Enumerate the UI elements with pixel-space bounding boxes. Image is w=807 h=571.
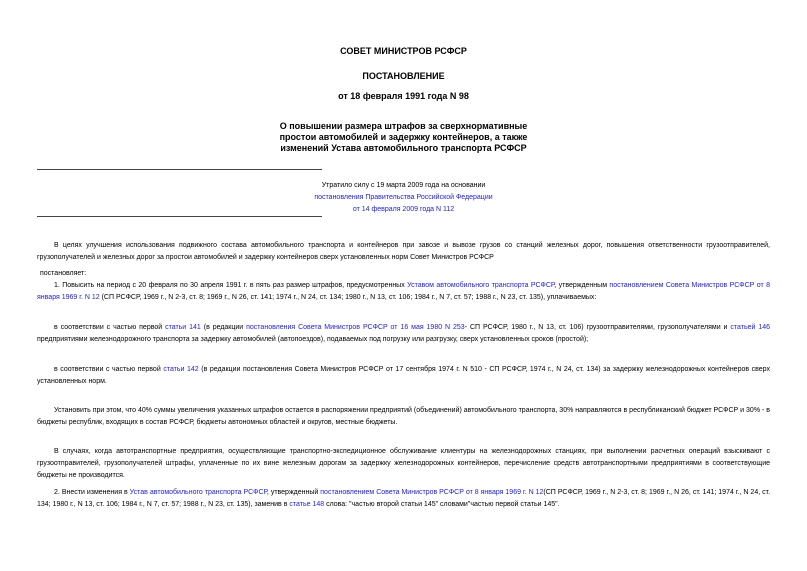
resolves-line: постановляет: <box>40 270 87 277</box>
paragraph-1: 1. Повысить на период с 20 февраля по 30 апреля 1991 г. в пять раз размер штрафов, предусмотренных Уставом автомобильного транспорта РСФСР, утвержденным постановлением Совета Министров РСФСР от 8 января 1969 г. N 12 (СП РСФСР, 1969 г., N 2-3, ст. 8; 1969 г., N 26, ст. 141; 1974 г., N 24, ст. 134; 1980 г., N 13, ст. 106; 1984 г., N 7, ст. 57; 1988 г., N 23, ст. 135), уплачиваемых: <box>37 282 770 301</box>
document-title-line: простои автомобилей и задержку контейнеров, а также <box>279 132 528 142</box>
document-title <box>0 121 807 154</box>
link-article-142[interactable]: статьи 142 <box>163 366 199 373</box>
divider-top <box>37 169 322 170</box>
link-transport-charter-2[interactable]: Устав автомобильного транспорта РСФСР <box>129 489 267 496</box>
document-title-line: О повышении размера штрафов за сверхнормативные <box>279 121 528 131</box>
link-transport-charter[interactable]: Уставом автомобильного транспорта РСФСР <box>407 282 555 289</box>
paragraph-6: 2. Внести изменения в Устав автомобильного транспорта РСФСР, утвержденный постановлением Совета Министров РСФСР от 8 января 1969 г. N 12(СП РСФСР, 1969 г., N 2-3, ст. 8; 1969 г., N 26, ст. 141; 1974 г., N 24, ст. 134; 1980 г., N 13, ст. 106; 1984 г., N 7, ст. 57; 1988 г., N 23, ст. 135), заменив в статье 148 слова: "частью второй статьи 145" словами"частью первой статьи 145". <box>37 489 771 508</box>
link-article-146[interactable]: статьей 146 <box>730 324 770 331</box>
status-note <box>0 180 807 216</box>
paragraph-5: В случаях, когда автотранспортные предприятия, осуществляющие транспортно-экспедиционное обслуживание клиентуры на железнодорожных станциях, при выполнении расчетных операций взыскивают с грузоотправителей, грузополучателей штрафы, уплаченные по их вине железным дорогам за задержку железнодорожных контейнеров, перечисление средств автотранспортными предприятиями в соответствующие бюджеты не производится. <box>37 448 770 479</box>
status-link-decree[interactable]: постановления Правительства Российской Федерации <box>314 194 493 201</box>
link-article-141[interactable]: статьи 141 <box>165 324 201 331</box>
status-text: Утратило силу с 19 марта 2009 года на основании <box>321 182 486 189</box>
link-decree-1969-2[interactable]: постановлением Совета Министров РСФСР от 8 января 1969 г. N 12 <box>320 489 544 496</box>
link-decree-1969[interactable]: постановлением Совета Министров РСФСР от 8 января 1969 г. N 12 <box>37 282 770 301</box>
document-title-line: изменений Устава автомобильного транспорта РСФСР <box>280 143 527 153</box>
link-decree-1980[interactable]: постановления Совета Министров РСФСР от 16 мая 1980 N 253 <box>246 324 465 331</box>
organization-heading: СОВЕТ МИНИСТРОВ РСФСР <box>340 46 467 56</box>
document-date: от 18 февраля 1991 года N 98 <box>338 91 469 101</box>
preamble-paragraph: В целях улучшения использования подвижного состава автомобильного транспорта и контейнеров при завозе и вывозе грузов со станций железных дорог, повышения ответственности грузоотправителей, грузополучателей и железных дорог за простои автомобилей и задержку контейнеров сверх установленных норм Совет Министров РСФСР <box>37 242 770 261</box>
document-type-heading: ПОСТАНОВЛЕНИЕ <box>362 71 445 81</box>
link-article-148[interactable]: статье 148 <box>289 501 325 508</box>
divider-bottom <box>37 216 322 217</box>
paragraph-2: в соответствии с частью первой статьи 141 (в редакции постановления Совета Министров РСФСР от 16 мая 1980 N 253- СП РСФСР, 1980 г., N 13, ст. 106) грузоотправителями, грузополучателями и статьей 146 предприятиями железнодорожного транспорта за задержку автомобилей (автопоездов), подаваемых под погрузку или разгрузку, сверх установленных сроков (простой); <box>37 324 770 343</box>
status-link-date[interactable]: от 14 февраля 2009 года N 112 <box>352 206 455 213</box>
paragraph-3: в соответствии с частью первой статьи 142 (в редакции постановления Совета Министров РСФСР от 17 сентября 1974 г. N 510 - СП РСФСР, 1974 г., N 24, ст. 134) за задержку железнодорожных контейнеров сверх установленных норм. <box>37 366 770 385</box>
paragraph-4: Установить при этом, что 40% суммы увеличения указанных штрафов остается в распоряжении предприятий (объединений) автомобильного транспорта, 30% направляются в республиканский бюджет РСФСР и 30% - в бюджеты республик, входящих в состав РСФСР, бюджеты автономных областей и округов, местные бюджеты. <box>37 407 770 426</box>
